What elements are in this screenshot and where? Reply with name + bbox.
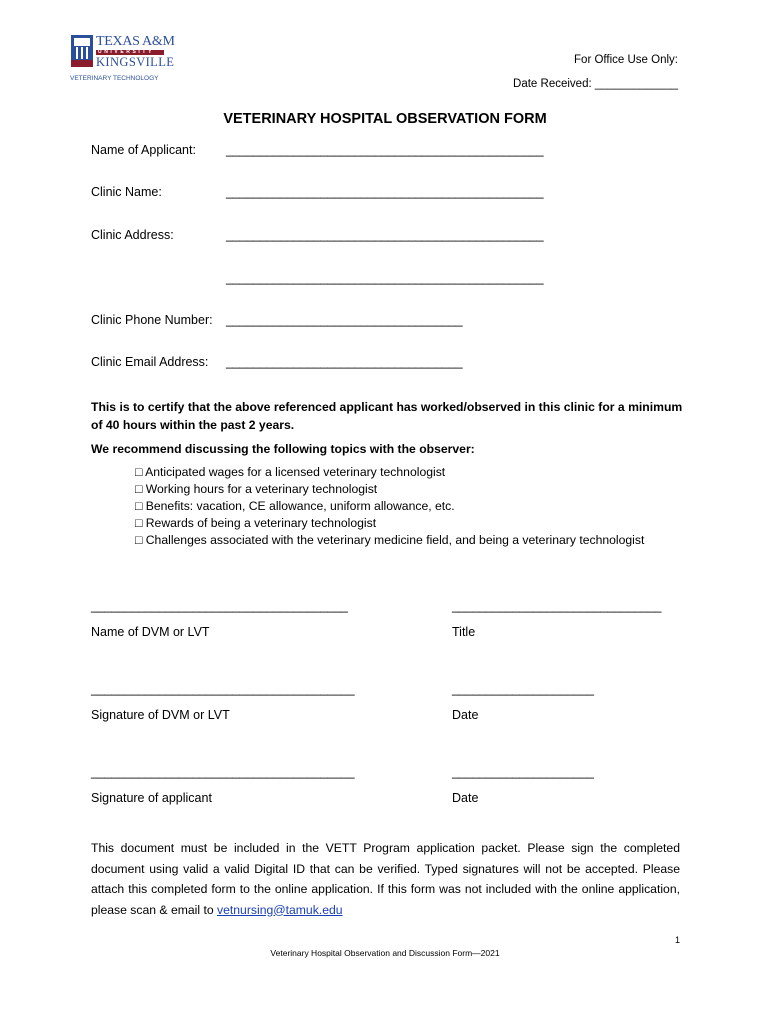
dvm-signature-line[interactable]: _______________________________________ bbox=[91, 682, 355, 696]
topic-item: □ Working hours for a veterinary technologist bbox=[135, 482, 378, 496]
field-label-clinic-name: Clinic Name: bbox=[91, 185, 162, 199]
form-title: VETERINARY HOSPITAL OBSERVATION FORM bbox=[223, 111, 547, 127]
applicant-name-field[interactable]: _______________________________________________ bbox=[226, 143, 544, 157]
dvm-name-label: Name of DVM or LVT bbox=[91, 625, 210, 639]
office-use-label: For Office Use Only: bbox=[574, 54, 678, 66]
field-label-clinic-phone: Clinic Phone Number: bbox=[91, 313, 213, 327]
title-label: Title bbox=[452, 625, 476, 639]
logo-text-line4: VETERINARY TECHNOLOGY bbox=[70, 75, 159, 82]
dvm-name-line[interactable]: ______________________________________ bbox=[91, 599, 348, 613]
title-line[interactable]: _______________________________ bbox=[452, 599, 662, 613]
clinic-phone-field[interactable]: ___________________________________ bbox=[226, 313, 463, 327]
clinic-address-field-2[interactable]: _______________________________________________ bbox=[226, 271, 544, 285]
clinic-name-field[interactable]: _______________________________________________ bbox=[226, 185, 544, 199]
closing-text: This document must be included in the VETT Program application packet. Please sign the completed document using valid a valid Digital ID that can be verified. Typed signatures will not be accepted. Please attach this completed form to the online application. If this form was not included with the online application, please scan & email to bbox=[91, 841, 680, 917]
topic-item: □ Anticipated wages for a licensed veterinary technologist bbox=[135, 465, 446, 479]
topic-item: □ Rewards of being a veterinary technologist bbox=[135, 516, 377, 530]
applicant-signature-line[interactable]: _______________________________________ bbox=[91, 765, 355, 779]
certify-statement: This is to certify that the above referenced applicant has worked/observed in this clinic for a minimum of 40 hours within the past 2 years. bbox=[91, 400, 683, 432]
page-number: 1 bbox=[674, 935, 680, 945]
office-use-block bbox=[513, 48, 678, 96]
closing-paragraph bbox=[91, 838, 680, 920]
field-label-clinic-email: Clinic Email Address: bbox=[91, 355, 209, 369]
topic-item: □ Benefits: vacation, CE allowance, uniform allowance, etc. bbox=[135, 499, 455, 513]
footer-text: Veterinary Hospital Observation and Discussion Form—2021 bbox=[270, 948, 500, 958]
recommend-statement: We recommend discussing the following topics with the observer: bbox=[91, 442, 475, 456]
topics-list bbox=[135, 464, 644, 549]
topic-item: □ Challenges associated with the veterinary medicine field, and being a veterinary technologist bbox=[135, 533, 645, 547]
date-received-field[interactable]: Date Received: _____________ bbox=[513, 78, 678, 90]
clinic-email-field[interactable]: ___________________________________ bbox=[226, 355, 463, 369]
applicant-date-line[interactable]: _____________________ bbox=[452, 765, 594, 779]
dvm-date-label: Date bbox=[452, 708, 479, 722]
clinic-address-field[interactable]: _______________________________________________ bbox=[226, 228, 544, 242]
logo-text-line3: KINGSVILLE bbox=[96, 55, 175, 69]
contact-email-link[interactable]: vetnursing@tamuk.edu bbox=[217, 902, 343, 917]
dvm-signature-label: Signature of DVM or LVT bbox=[91, 708, 230, 722]
applicant-signature-label: Signature of applicant bbox=[91, 791, 212, 805]
university-logo bbox=[70, 34, 180, 88]
field-label-clinic-address: Clinic Address: bbox=[91, 228, 174, 242]
field-label-applicant: Name of Applicant: bbox=[91, 143, 196, 157]
dvm-date-line[interactable]: _____________________ bbox=[452, 682, 594, 696]
applicant-date-label: Date bbox=[452, 791, 479, 805]
logo-text-line1: TEXAS A&M bbox=[96, 34, 175, 49]
logo-text-line2: UNIVERSITY bbox=[98, 49, 155, 55]
